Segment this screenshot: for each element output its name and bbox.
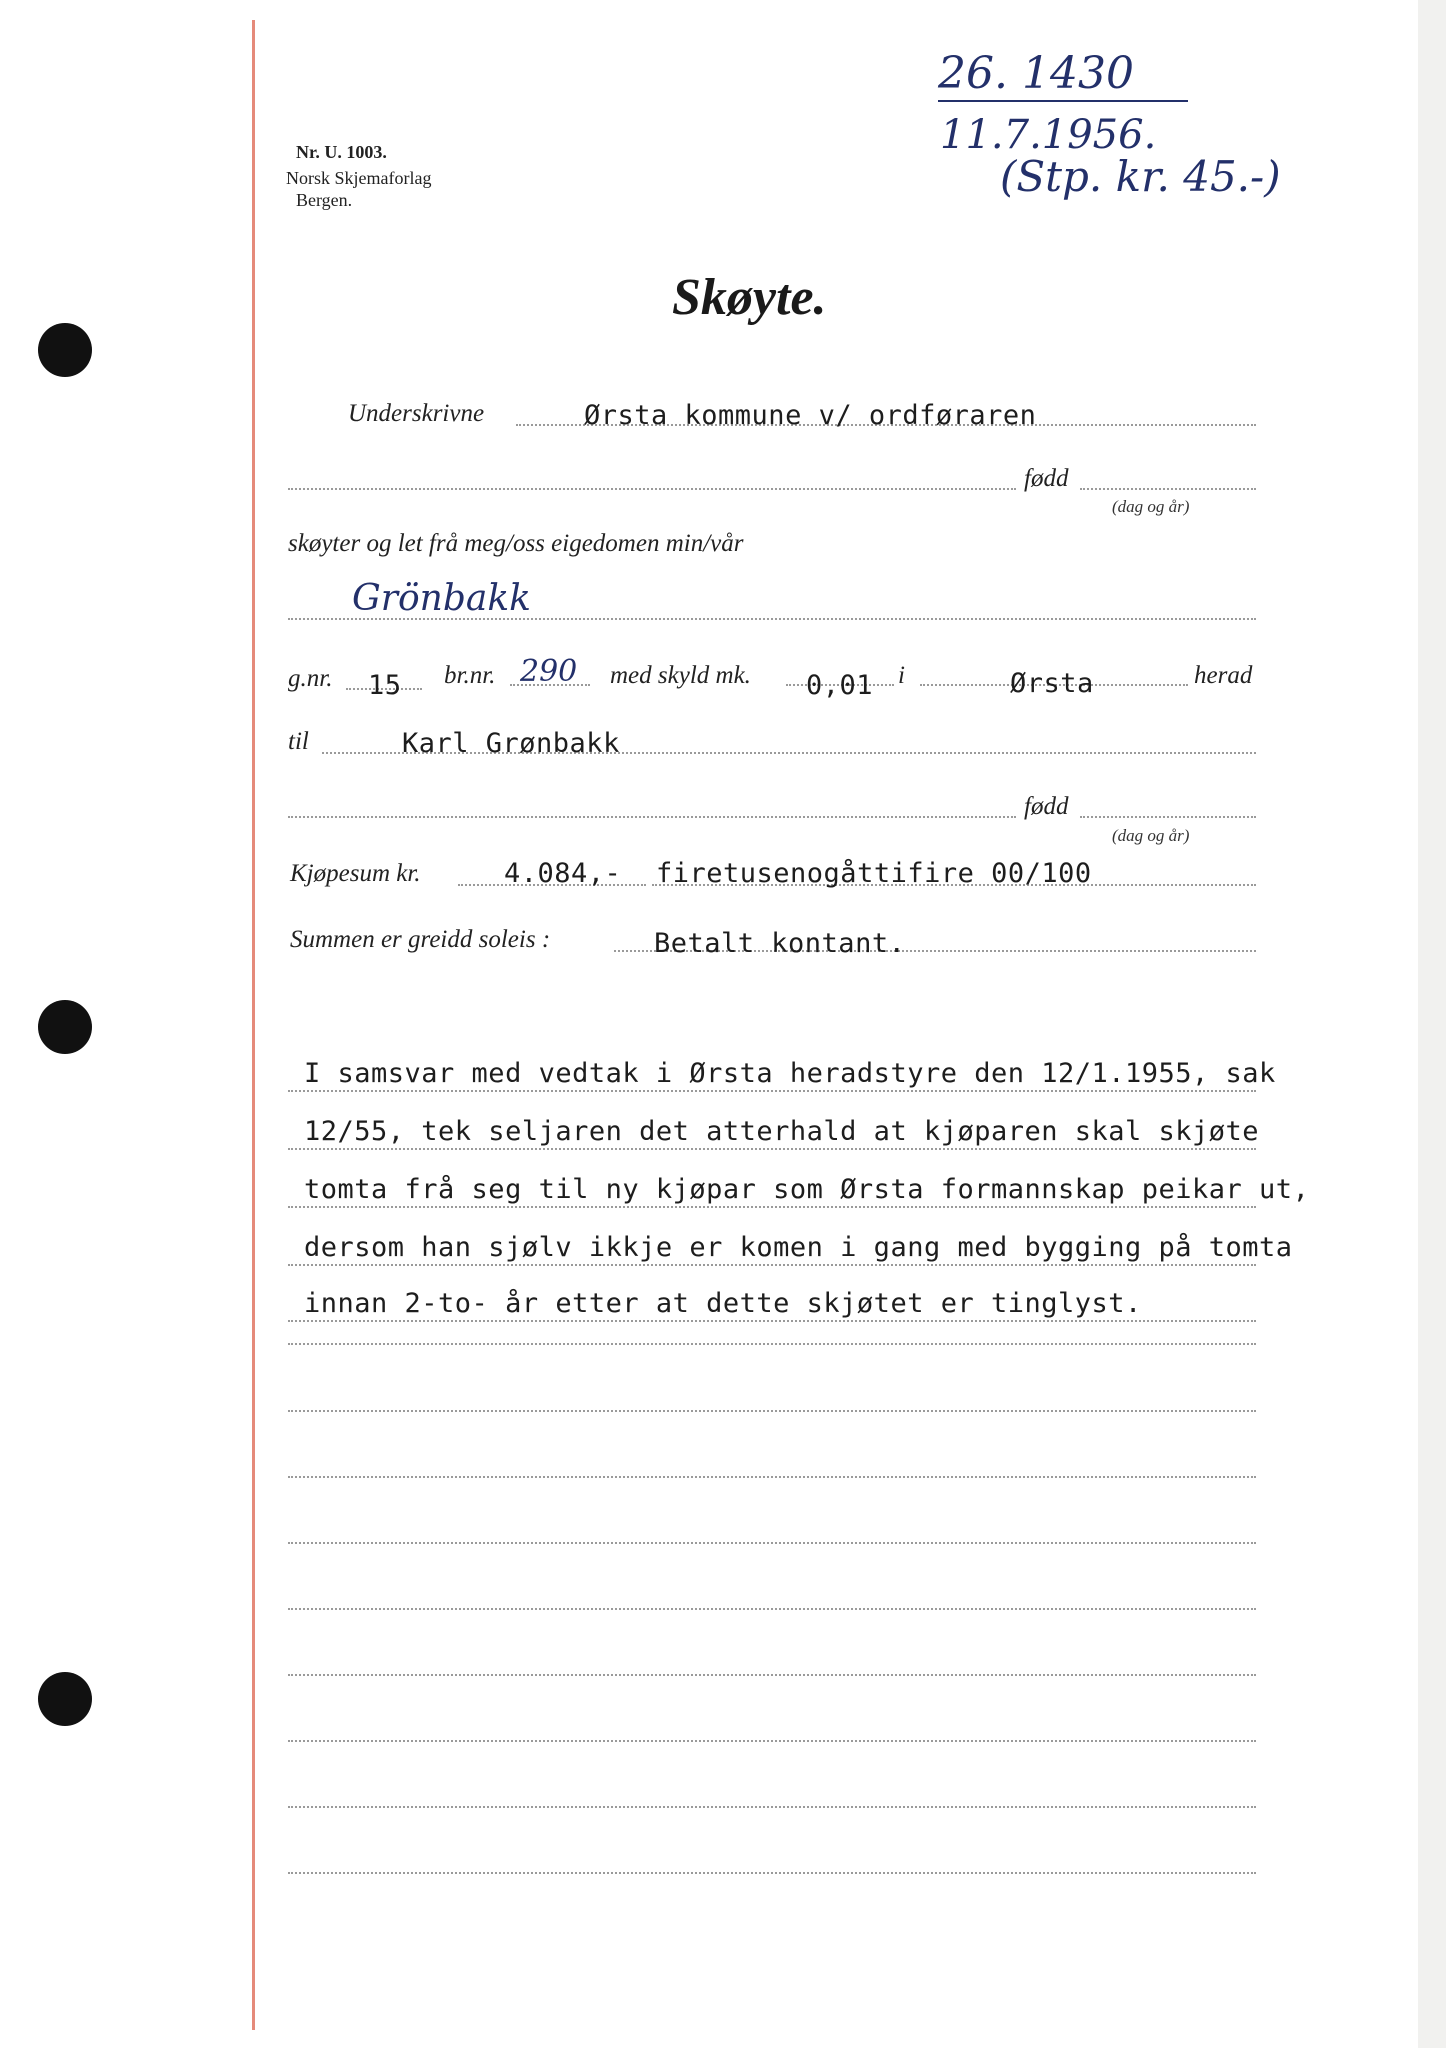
fodd2-label: fødd [1024,793,1069,820]
kjopesum-words: firetusenogåttifire 00/100 [656,858,1092,889]
punch-hole [38,323,92,377]
brnr-value: 290 [520,654,578,689]
form-number: Nr. U. 1003. [296,142,387,162]
underskrivne-value: Ørsta kommune v/ ordføraren [584,400,1037,431]
property-dotline [288,618,1256,620]
empty-dotline [288,1872,1256,1874]
empty-dotline [288,1343,1256,1345]
empty-dotline [288,1608,1256,1610]
body-line-3: tomta frå seg til ny kjøpar som Ørsta formannskap peikar ut, [304,1174,1310,1205]
fodd2-dotline [288,816,1016,818]
skyld-value: 0,01 [806,670,874,701]
handwritten-underline [938,100,1188,102]
document-title: Skøyte. [672,269,827,326]
handwritten-date: 11.7.1956. [940,112,1157,158]
form-publisher: Norsk Skjemaforlag [286,168,432,188]
punch-hole [38,1672,92,1726]
property-name: Grönbakk [352,578,531,619]
kjopesum-label: Kjøpesum kr. [290,860,421,887]
til-value: Karl Grønbakk [402,728,620,759]
brnr-label: br.nr. [444,662,496,689]
body-dotline [288,1264,1256,1266]
i-label: i [898,662,905,689]
handwritten-reference-number: 26. 1430 [938,48,1134,99]
fodd-value-dotline [1080,488,1256,490]
body-dotline [288,1148,1256,1150]
herad-value: Ørsta [1010,668,1094,699]
gnr-value: 15 [368,670,402,701]
empty-dotline [288,1674,1256,1676]
til-label: til [288,728,309,755]
dag-og-ar-note-2: (dag og år) [1112,826,1190,845]
punch-hole [38,1000,92,1054]
skoyter-label: skøyter og let frå meg/oss eigedomen min/vår [288,530,744,557]
gnr-label: g.nr. [288,665,333,692]
body-dotline [288,1090,1256,1092]
fodd-dotline [288,488,1016,490]
body-dotline [288,1206,1256,1208]
dag-og-ar-note: (dag og år) [1112,497,1190,516]
page-edge [1418,0,1446,2048]
summen-value: Betalt kontant. [654,928,906,959]
fodd2-value-dotline [1080,816,1256,818]
kjopesum-value: 4.084,- [504,858,622,889]
fodd-label: fødd [1024,465,1069,492]
body-line-4: dersom han sjølv ikkje er komen i gang med bygging på tomta [304,1232,1293,1263]
body-dotline [288,1320,1256,1322]
empty-dotline [288,1740,1256,1742]
herad-label: herad [1194,662,1253,689]
margin-line [252,20,255,2030]
body-line-1: I samsvar med vedtak i Ørsta heradstyre den 12/1.1955, sak [304,1058,1276,1089]
underskrivne-label: Underskrivne [348,400,485,427]
empty-dotline [288,1410,1256,1412]
empty-dotline [288,1476,1256,1478]
empty-dotline [288,1806,1256,1808]
body-line-5: innan 2-to- år etter at dette skjøtet er tinglyst. [304,1288,1142,1319]
empty-dotline [288,1542,1256,1544]
handwritten-stamp-fee: (Stp. kr. 45.-) [1000,152,1281,201]
body-line-2: 12/55, tek seljaren det atterhald at kjøparen skal skjøte [304,1116,1260,1147]
form-city: Bergen. [296,190,353,210]
skyld-label: med skyld mk. [610,662,751,689]
summen-label: Summen er greidd soleis : [290,926,551,953]
